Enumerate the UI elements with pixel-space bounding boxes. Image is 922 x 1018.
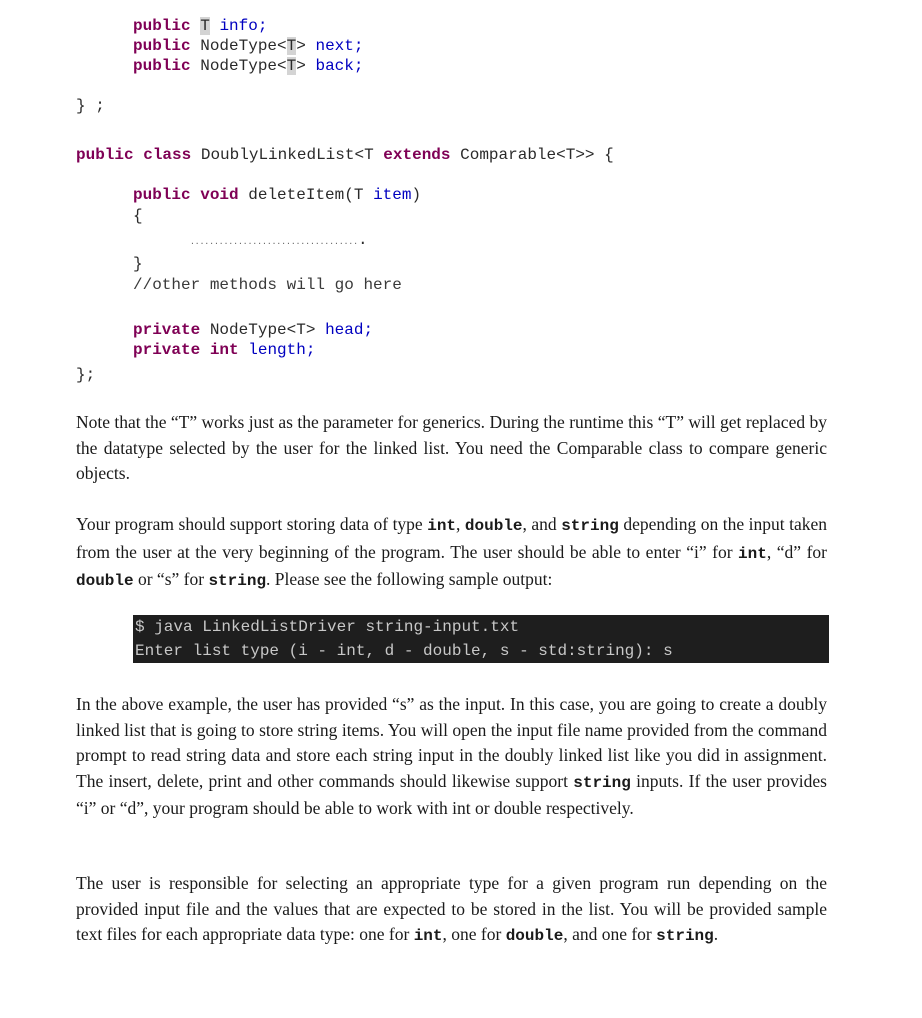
code-line-info: public T info;	[133, 17, 268, 35]
paragraph-example-explanation: In the above example, the user has provided “s” as the input. In this case, you are going to create a doubly linked list that is going to store string items. You will open the input file name provided from the command prompt to read string data and store each string input in the doubly linked list like you did in assignment. The insert, delete, print and other commands should likewise support string inputs. If the user provides “i” or “d”, your program should be able to work with int or double respectively.	[76, 694, 827, 818]
code-field-length: private int length;	[133, 341, 316, 359]
code-comment: //other methods will go here	[133, 276, 402, 294]
code-field-head: private NodeType<T> head;	[133, 321, 374, 339]
terminal-command-line: $ java LinkedListDriver string-input.txt	[135, 618, 520, 636]
code-class-declaration: public class DoublyLinkedList<T extends Comparable<T>> {	[76, 146, 614, 164]
code-struct-close: } ;	[76, 97, 105, 115]
code-method-body-ellipsis: ....................................	[190, 231, 368, 249]
code-method-signature: public void deleteItem(T item)	[133, 186, 422, 204]
paragraph-generics-note: Note that the “T” works just as the parameter for generics. During the runtime this “T” will get replaced by the datatype selected by the user for the linked list. You need the Comparable class to compare generic objects.	[76, 412, 827, 483]
terminal-sample-output	[133, 615, 829, 663]
code-class-close: };	[76, 366, 96, 384]
code-method-close-brace: }	[133, 255, 143, 273]
terminal-prompt-line: Enter list type (i - int, d - double, s - std:string): s	[135, 642, 673, 660]
code-line-back: public NodeType<T> back;	[133, 57, 364, 75]
paragraph-supported-types: Your program should support storing data of type int, double, and string depending on the input taken from the user at the very beginning of the program. The user should be able to enter “i” for int, “d” for double or “s” for string. Please see the following sample output:	[76, 514, 828, 590]
paragraph-user-responsibility: The user is responsible for selecting an appropriate type for a given program run depending on the provided input file and the values that are expected to be stored in the list. You will be provided sample text files for each appropriate data type: one for int, one for double, and one for string.	[76, 873, 827, 945]
code-method-open-brace: {	[133, 207, 143, 225]
code-line-next: public NodeType<T> next;	[133, 37, 364, 55]
